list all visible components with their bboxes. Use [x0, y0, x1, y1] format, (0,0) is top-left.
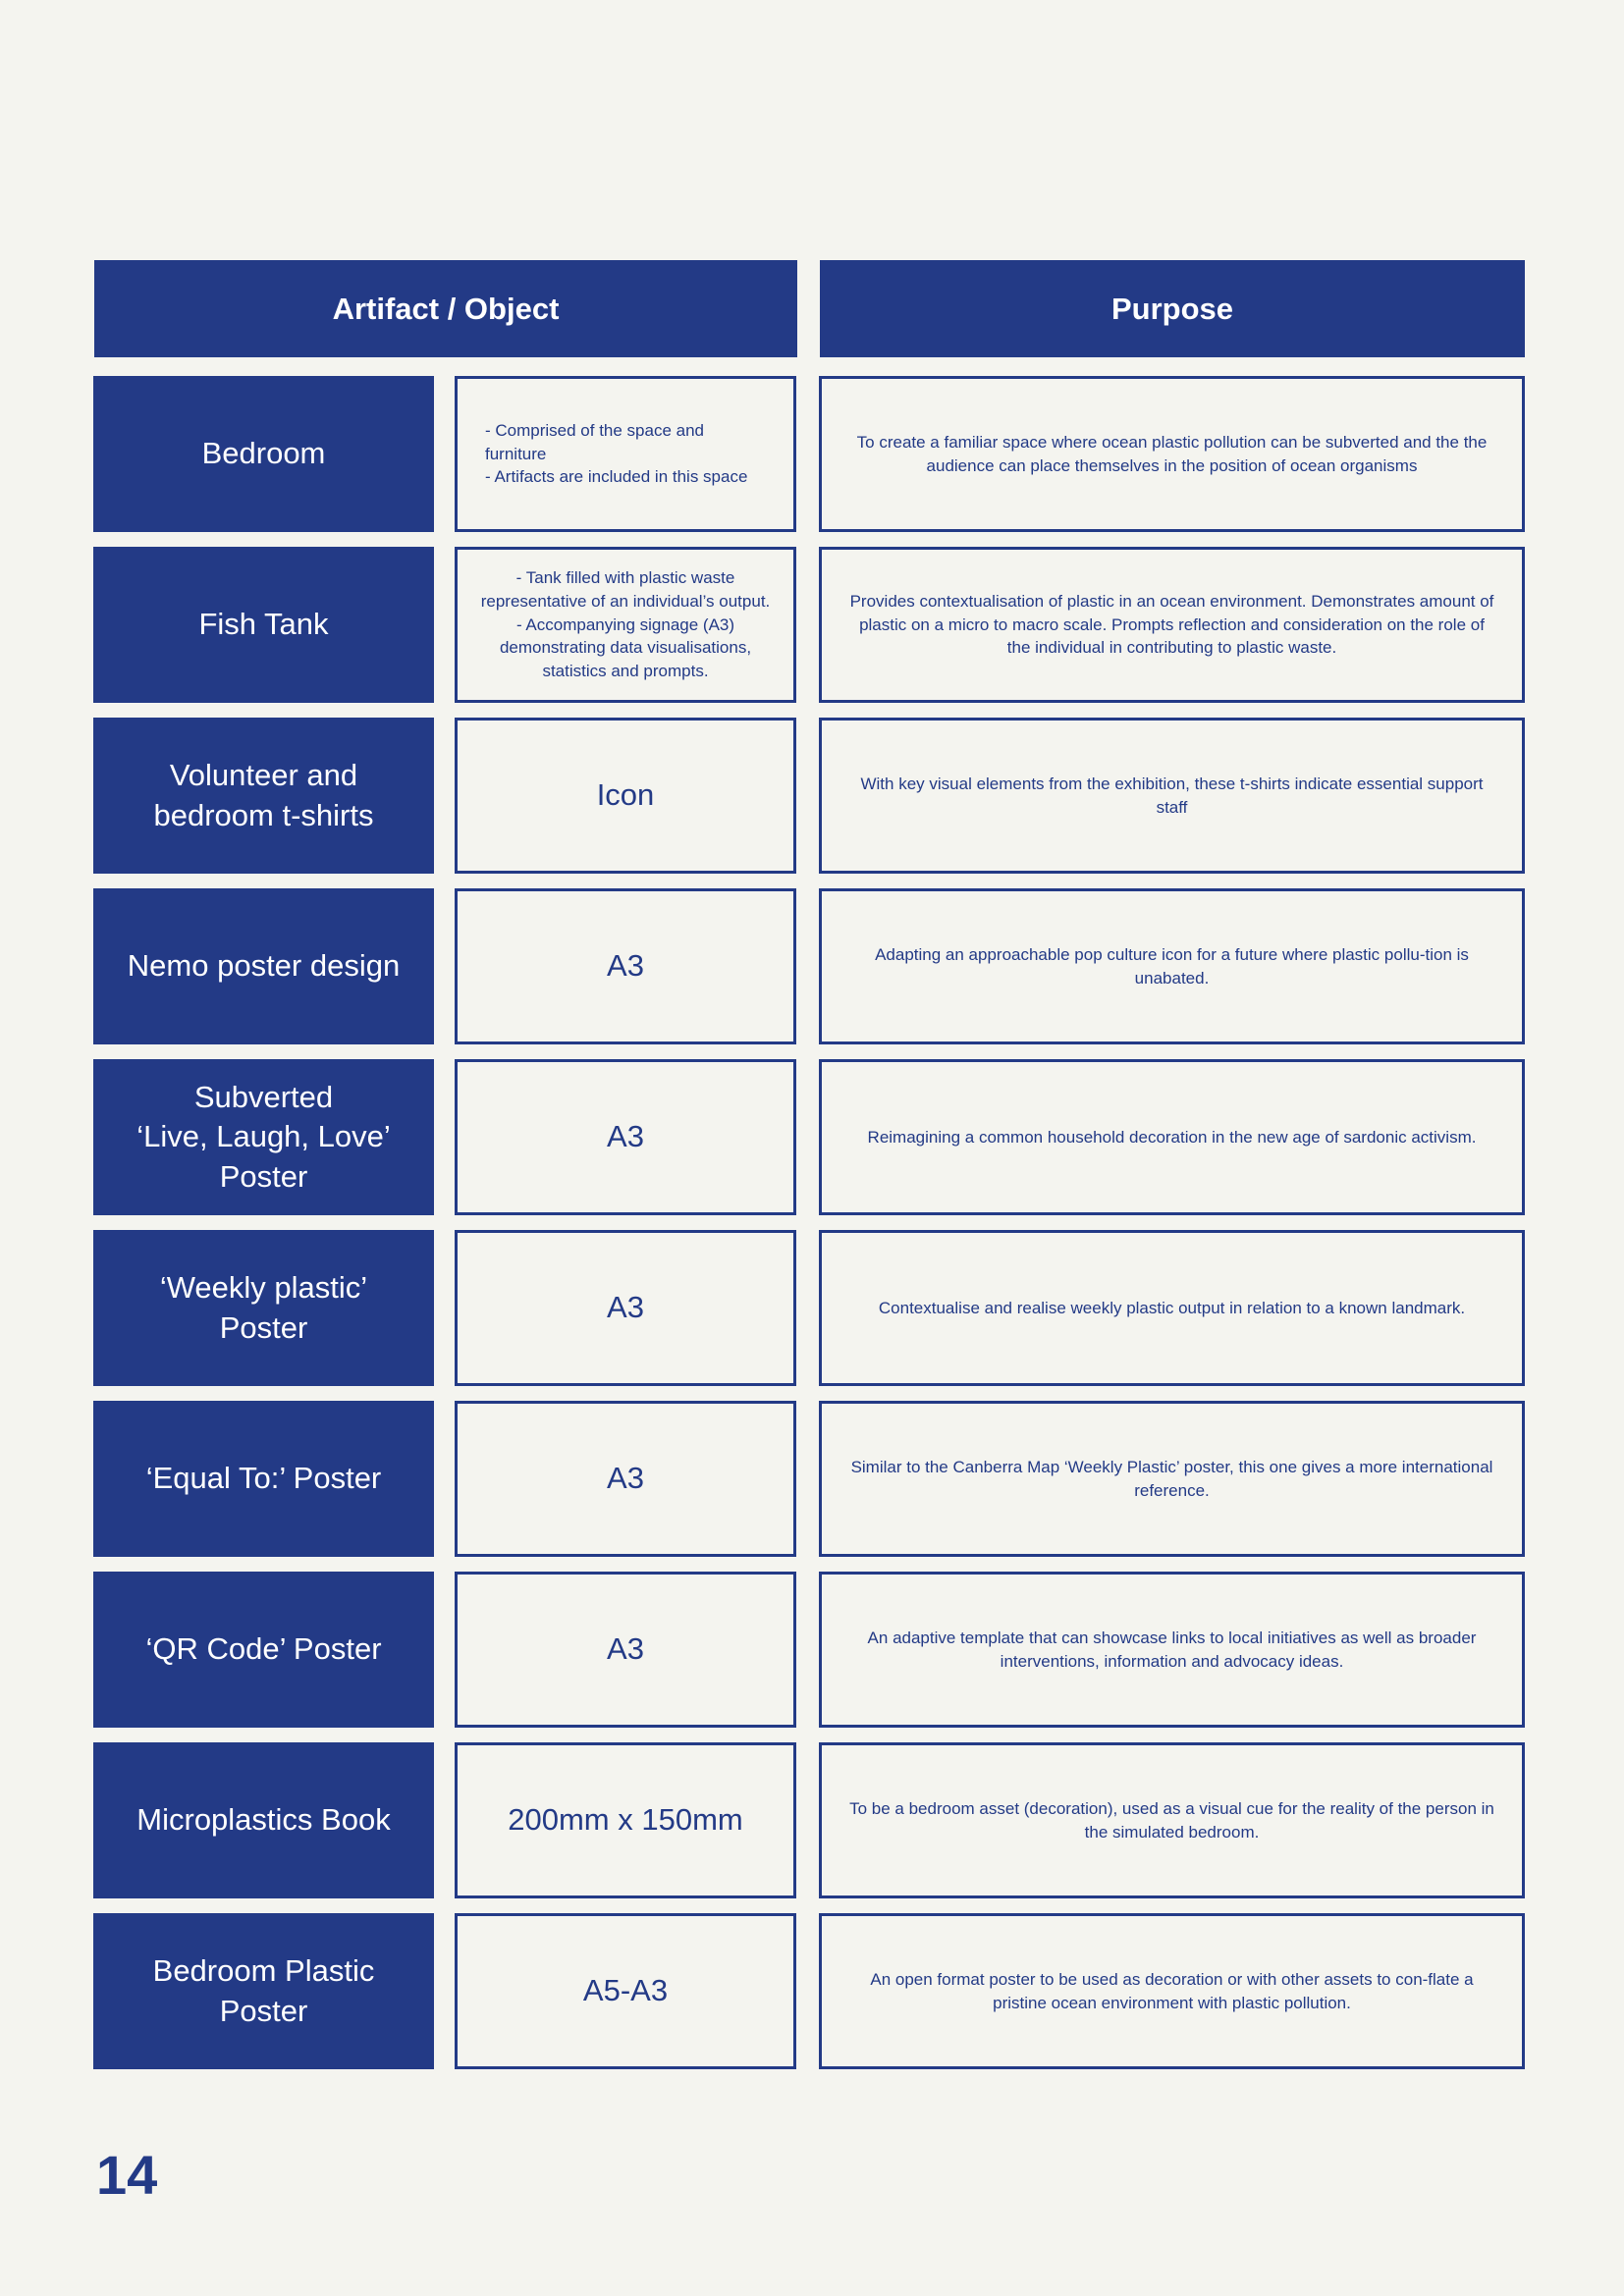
artifact-spec: - Comprised of the space and furniture - Artifacts are included in this space [455, 376, 796, 532]
header-purpose: Purpose [820, 260, 1525, 357]
table-row [0, 718, 1624, 874]
table-row [0, 376, 1624, 532]
table-row [0, 1059, 1624, 1215]
artifact-purpose: Provides contextualisation of plastic in an ocean environment. Demonstrates amount of plastic on a micro to macro scale. Prompts reflection and consideration on the role of the individual in contributing to plastic waste. [819, 547, 1525, 703]
artifact-name: Microplastics Book [93, 1742, 434, 1898]
artifact-table [0, 376, 1624, 2084]
artifact-purpose: With key visual elements from the exhibition, these t-shirts indicate essential support staff [819, 718, 1525, 874]
artifact-name: Volunteer and bedroom t-shirts [93, 718, 434, 874]
artifact-spec: A3 [455, 1401, 796, 1557]
table-row [0, 547, 1624, 703]
table-row [0, 888, 1624, 1044]
page-number: 14 [96, 2144, 158, 2206]
artifact-name: Nemo poster design [93, 888, 434, 1044]
artifact-name: Fish Tank [93, 547, 434, 703]
artifact-purpose: Contextualise and realise weekly plastic output in relation to a known landmark. [819, 1230, 1525, 1386]
artifact-name: Bedroom Plastic Poster [93, 1913, 434, 2069]
artifact-purpose: Similar to the Canberra Map ‘Weekly Plastic’ poster, this one gives a more international reference. [819, 1401, 1525, 1557]
artifact-purpose: To create a familiar space where ocean plastic pollution can be subverted and the the audience can place themselves in the position of ocean organisms [819, 376, 1525, 532]
header-artifact-object: Artifact / Object [94, 260, 797, 357]
artifact-name: Subverted ‘Live, Laugh, Love’ Poster [93, 1059, 434, 1215]
artifact-purpose: Adapting an approachable pop culture icon for a future where plastic pollu-tion is unabated. [819, 888, 1525, 1044]
artifact-name: ‘Equal To:’ Poster [93, 1401, 434, 1557]
artifact-spec: A3 [455, 1059, 796, 1215]
table-row [0, 1401, 1624, 1557]
artifact-purpose: To be a bedroom asset (decoration), used as a visual cue for the reality of the person in the simulated bedroom. [819, 1742, 1525, 1898]
table-row [0, 1230, 1624, 1386]
artifact-name: Bedroom [93, 376, 434, 532]
table-row [0, 1913, 1624, 2069]
artifact-name: ‘QR Code’ Poster [93, 1572, 434, 1728]
artifact-name: ‘Weekly plastic’ Poster [93, 1230, 434, 1386]
artifact-spec: Icon [455, 718, 796, 874]
artifact-purpose: An adaptive template that can showcase links to local initiatives as well as broader interventions, information and advocacy ideas. [819, 1572, 1525, 1728]
artifact-purpose: An open format poster to be used as decoration or with other assets to con-flate a pristine ocean environment with plastic pollution. [819, 1913, 1525, 2069]
artifact-spec: A5-A3 [455, 1913, 796, 2069]
artifact-spec: A3 [455, 888, 796, 1044]
artifact-spec: 200mm x 150mm [455, 1742, 796, 1898]
table-row [0, 1742, 1624, 1898]
artifact-spec: A3 [455, 1572, 796, 1728]
artifact-spec: A3 [455, 1230, 796, 1386]
artifact-purpose: Reimagining a common household decoration in the new age of sardonic activism. [819, 1059, 1525, 1215]
artifact-spec: - Tank filled with plastic waste representative of an individual’s output. - Accompanying signage (A3) demonstrating data visualisations, statistics and prompts. [455, 547, 796, 703]
table-row [0, 1572, 1624, 1728]
